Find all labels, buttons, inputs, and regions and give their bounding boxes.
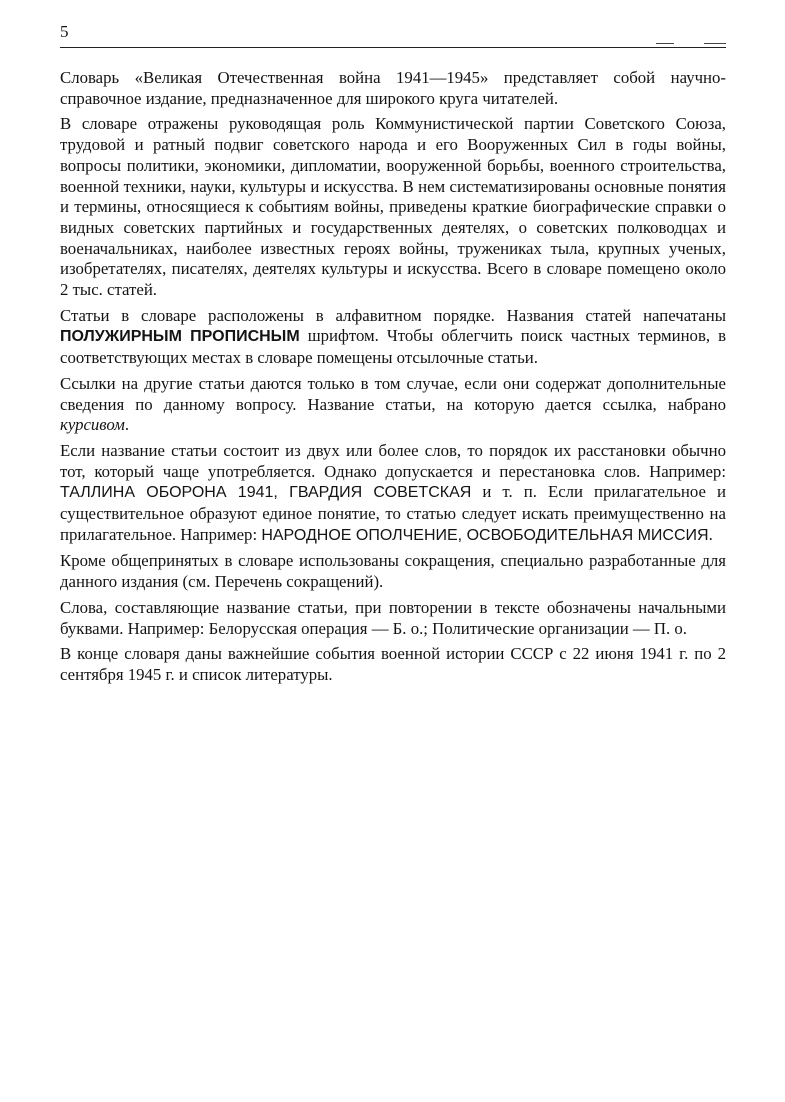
paragraph-scope (60, 114, 726, 300)
body-text (60, 68, 726, 691)
header-rule (60, 47, 726, 48)
paragraph-references (60, 374, 726, 436)
paragraph-text: Кроме общепринятых в словаре использованы сокращения, специально разработанные для данного издания (см. Перечень сокращений). (60, 551, 726, 592)
example-titles: ТАЛЛИНА ОБОРОНА 1941, ГВАРДИЯ СОВЕТСКАЯ (60, 484, 472, 502)
paragraph-text: Ссылки на другие статьи даются только в том случае, если они содержат дополнительные сведения по данному вопросу. Название статьи, на которую дается ссылка, набрано (60, 373, 726, 414)
paragraph-text: Слова, составляющие название статьи, при повторении в тексте обозначены начальными буквами. Например: Белорусская операция — Б. о.; Политические организации — П. о. (60, 597, 726, 638)
paragraph-text: . (124, 415, 130, 435)
paragraph-text: шрифтом. Чтобы облегчить поиск частных терминов, в соответствующих местах в словаре помещены отсылочные статьи. (60, 326, 726, 368)
bold-caps-term: ПОЛУЖИРНЫМ ПРОПИСНЫМ (60, 328, 300, 346)
page-number: 5 (60, 22, 69, 41)
paragraph-text: В словаре отражены руководящая роль Коммунистической партии Советского Союза, трудовой и ратный подвиг советского народа и его Вооруженных Сил в годы войны, вопросы политики, экономики, дипломатии, вооруженной борьбы, военного строительства, военной техники, науки, культуры и искусства. В нем систематизированы основные понятия и термины, относящиеся к событиям войны, приведены краткие биографические справки о видных советских партийных и государственных деятелях, о советских полководцах и военачальниках, наиболее известных героях войны, тружениках тыла, крупных ученых, изобретателях, писателях, деятелях культуры и искусства. Всего в словаре помещено около 2 тыс. статей. (60, 114, 726, 300)
paragraph-text: и т. п. Если прилагательное и существительное образуют единое понятие, то статью следует искать преимущественно на прилагательное. Например: (60, 482, 726, 544)
paragraph-initials (60, 598, 726, 639)
paragraph-abbreviations (60, 551, 726, 592)
italic-term: курсивом (60, 415, 125, 435)
paragraph-chronology (60, 644, 726, 685)
paragraph-order (60, 306, 726, 369)
paragraph-text: Словарь «Великая Отечественная война 1941—1945» представляет собой научно-справочное издание, предназначенное для широкого круга читателей. (60, 68, 726, 108)
example-titles: НАРОДНОЕ ОПОЛЧЕНИЕ, ОСВОБОДИТЕЛЬНАЯ МИССИЯ (261, 526, 709, 544)
paragraph-word-order (60, 441, 726, 547)
paragraph-text: Статьи в словаре расположены в алфавитном порядке. Названия статей напечатаны (60, 305, 726, 325)
paragraph-text: В конце словаря даны важнейшие события военной истории СССР с 22 июня 1941 г. по 2 сентября 1945 г. и список литературы. (60, 644, 726, 684)
paragraph-intro (60, 68, 726, 109)
paragraph-text: . (708, 524, 713, 544)
paragraph-text: Если название статьи состоит из двух или более слов, то порядок их расстановки обычно тот, который чаще употребляется. Однако допускается и перестановка слов. Например: (60, 440, 726, 481)
